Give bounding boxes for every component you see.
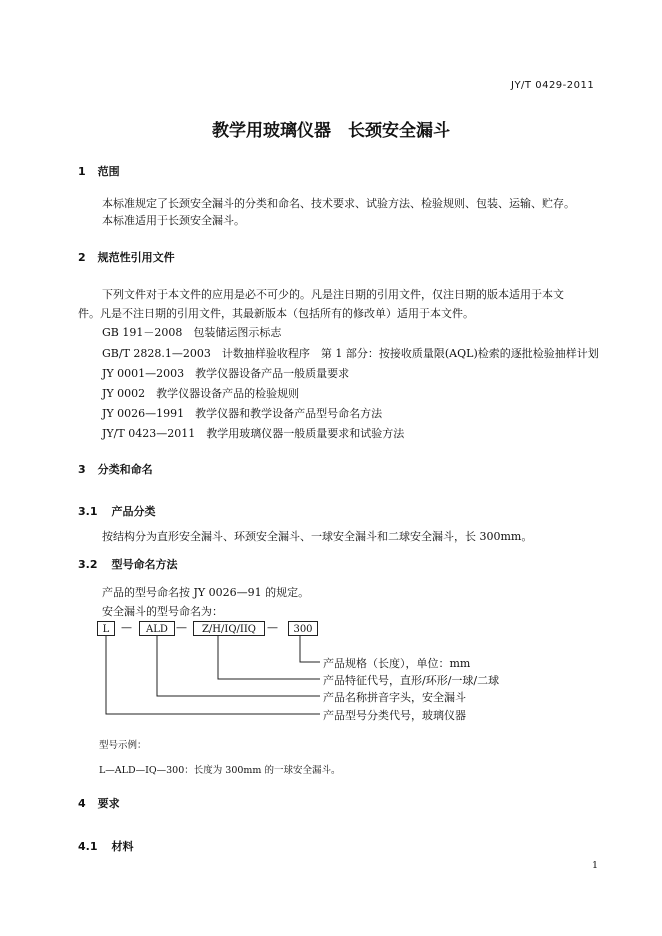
- section-title: 产品分类: [111, 505, 156, 518]
- section-title: 材料: [111, 840, 134, 853]
- model-code-box-type: L: [97, 621, 115, 636]
- diagram-label: 产品特征代号，直形/环形/一球/二球: [323, 674, 500, 687]
- diagram-label: 产品型号分类代号，玻璃仪器: [323, 709, 466, 722]
- section-number: 3: [78, 463, 86, 476]
- section-title: 分类和命名: [97, 463, 153, 476]
- section-title: 规范性引用文件: [97, 251, 175, 264]
- model-separator: —: [267, 621, 278, 634]
- section-4-heading: [78, 795, 120, 811]
- page-title: 教学用玻璃仪器 长颈安全漏斗: [212, 121, 450, 141]
- model-separator: —: [176, 621, 187, 634]
- reference-item: JY/T 0423—2011 教学用玻璃仪器一般质量要求和试验方法: [102, 427, 405, 440]
- paragraph: 下列文件对于本文件的应用是必不可少的。凡是注日期的引用文件，仅注日期的版本适用于本文: [102, 288, 564, 301]
- leader-line: [106, 636, 320, 714]
- section-number: 3.1: [78, 505, 98, 518]
- example-caption: 型号示例：: [99, 740, 147, 751]
- reference-item: JY 0001—2003 教学仪器设备产品一般质量要求: [102, 367, 350, 380]
- section-title: 型号命名方法: [111, 558, 178, 571]
- section-title: 要求: [97, 797, 120, 810]
- reference-item: JY 0026—1991 教学仪器和教学设备产品型号命名方法: [102, 407, 383, 420]
- paragraph: 件。凡是不注日期的引用文件，其最新版本（包括所有的修改单）适用于本文件。: [78, 307, 474, 320]
- subsection-4-1-heading: [78, 838, 134, 854]
- paragraph: 安全漏斗的型号命名为：: [102, 605, 223, 618]
- paragraph: 产品的型号命名按 JY 0026—91 的规定。: [102, 586, 310, 599]
- model-code-box-name: ALD: [139, 621, 175, 636]
- section-number: 4.1: [78, 840, 98, 853]
- model-code-box-feature: Z/H/IQ/IIQ: [193, 621, 265, 636]
- page-number: 1: [592, 860, 599, 871]
- leader-line: [218, 636, 320, 679]
- diagram-label: 产品名称拼音字头，安全漏斗: [323, 691, 466, 704]
- section-number: 4: [78, 797, 86, 810]
- leader-line: [300, 636, 320, 662]
- reference-item: JY 0002 教学仪器设备产品的检验规则: [102, 387, 300, 400]
- section-number: 1: [78, 165, 86, 178]
- section-number: 3.2: [78, 558, 98, 571]
- diagram-label: 产品规格（长度），单位：mm: [323, 657, 471, 670]
- model-code-box-spec: 300: [288, 621, 318, 636]
- paragraph: 本标准适用于长颈安全漏斗。: [102, 214, 245, 227]
- reference-item: GB 191－2008 包装储运图示标志: [102, 326, 282, 339]
- section-number: 2: [78, 251, 86, 264]
- reference-item: GB/T 2828.1—2003 计数抽样验收程序 第 1 部分：按接收质量限(AQL)检索的逐批检验抽样计划: [102, 347, 599, 360]
- example-text: L—ALD—IQ—300：长度为 300mm 的一球安全漏斗。: [99, 765, 341, 776]
- leader-line: [157, 636, 320, 696]
- paragraph: 按结构分为直形安全漏斗、环颈安全漏斗、一球安全漏斗和二球安全漏斗，长 300mm。: [102, 530, 533, 543]
- section-title: 范围: [97, 165, 120, 178]
- paragraph: 本标准规定了长颈安全漏斗的分类和命名、技术要求、试验方法、检验规则、包装、运输、贮存。: [102, 197, 575, 210]
- model-separator: —: [121, 621, 132, 634]
- standard-number: JY/T 0429-2011: [511, 80, 595, 91]
